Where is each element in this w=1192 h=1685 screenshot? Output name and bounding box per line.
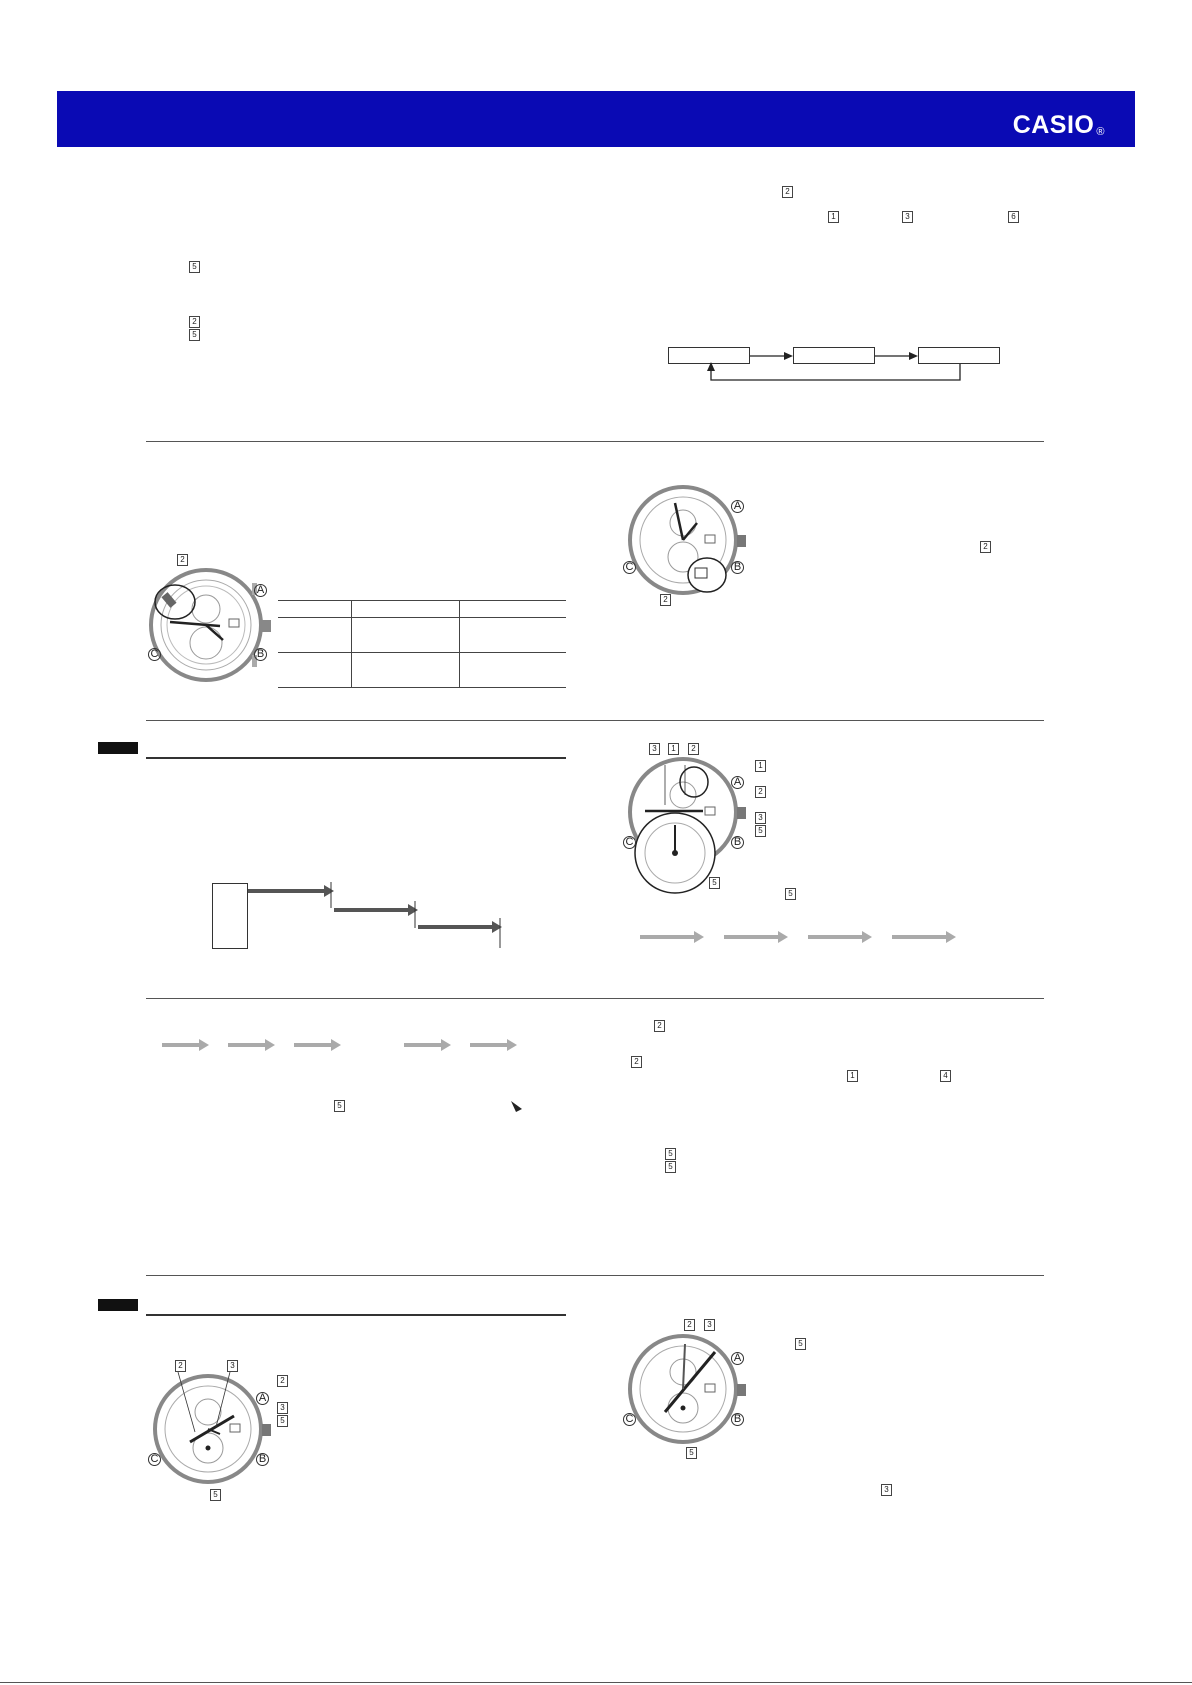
marker-box: 2 (755, 786, 766, 798)
marker-box: 1 (847, 1070, 858, 1082)
marker-box: 3 (649, 743, 660, 755)
table-column-divider (459, 600, 460, 687)
marker-box: 1 (668, 743, 679, 755)
watch-illustration (140, 565, 275, 685)
watch-label-c: C (148, 1453, 161, 1466)
marker-box: 2 (684, 1319, 695, 1331)
marker-box: 4 (940, 1070, 951, 1082)
marker-box: 5 (665, 1148, 676, 1160)
flow-connectors (660, 340, 1010, 385)
marker-box: 1 (828, 211, 839, 223)
watch-label-a: A (731, 1352, 744, 1365)
watch-illustration (625, 755, 750, 895)
watch-label-a: A (256, 1392, 269, 1405)
marker-box: 3 (755, 812, 766, 824)
casio-logo (1013, 113, 1105, 138)
watch-label-a: A (731, 500, 744, 513)
marker-box: 3 (227, 1360, 238, 1372)
marker-box: 5 (210, 1489, 221, 1501)
section-tab (98, 1299, 138, 1311)
start-box (212, 883, 248, 949)
marker-box: 2 (782, 186, 793, 198)
marker-box: 2 (654, 1020, 665, 1032)
watch-label-a: A (731, 776, 744, 789)
hand-pointer-icon (510, 1100, 524, 1114)
heading-underline (146, 1314, 566, 1316)
gray-arrow-sequence (640, 928, 960, 948)
registered-mark: ® (1096, 126, 1105, 138)
page-bottom-rule (0, 1682, 1192, 1683)
marker-box: 6 (1008, 211, 1019, 223)
marker-box: 5 (189, 261, 200, 273)
brand-text: CASIO (1012, 111, 1095, 139)
step-arrows (246, 880, 506, 950)
watch-label-c: C (623, 1413, 636, 1426)
section-divider (146, 1275, 1044, 1276)
marker-box: 2 (177, 554, 188, 566)
marker-box: 5 (189, 329, 200, 341)
section-divider (146, 441, 1044, 442)
marker-box: 5 (709, 877, 720, 889)
marker-box: 3 (277, 1402, 288, 1414)
marker-box: 5 (334, 1100, 345, 1112)
marker-box: 3 (881, 1484, 892, 1496)
watch-label-c: C (623, 836, 636, 849)
marker-box: 5 (686, 1447, 697, 1459)
table-rule (278, 600, 566, 601)
marker-box: 2 (631, 1056, 642, 1068)
gray-arrow-sequence (162, 1036, 522, 1056)
watch-label-b: B (731, 836, 744, 849)
marker-box: 2 (688, 743, 699, 755)
marker-box: 5 (277, 1415, 288, 1427)
watch-illustration (625, 483, 750, 598)
marker-box: 2 (175, 1360, 186, 1372)
header-bar (57, 91, 1135, 147)
watch-label-c: C (623, 561, 636, 574)
watch-illustration (150, 1372, 275, 1487)
watch-label-b: B (731, 1413, 744, 1426)
watch-illustration (625, 1332, 750, 1447)
watch-label-b: B (254, 648, 267, 661)
marker-box: 2 (660, 594, 671, 606)
watch-label-a: A (254, 584, 267, 597)
marker-box: 5 (665, 1161, 676, 1173)
section-divider (146, 720, 1044, 721)
heading-underline (146, 757, 566, 759)
table-rule (278, 687, 566, 688)
table-column-divider (351, 600, 352, 687)
section-divider (146, 998, 1044, 999)
table-rule (278, 617, 566, 618)
marker-box: 2 (980, 541, 991, 553)
marker-box: 3 (902, 211, 913, 223)
marker-box: 5 (755, 825, 766, 837)
marker-box: 1 (755, 760, 766, 772)
marker-box: 5 (795, 1338, 806, 1350)
table-rule (278, 652, 566, 653)
marker-box: 3 (704, 1319, 715, 1331)
marker-box: 2 (189, 316, 200, 328)
watch-label-c: C (148, 648, 161, 661)
watch-label-b: B (256, 1453, 269, 1466)
watch-label-b: B (731, 561, 744, 574)
marker-box: 5 (785, 888, 796, 900)
section-tab (98, 742, 138, 754)
marker-box: 2 (277, 1375, 288, 1387)
